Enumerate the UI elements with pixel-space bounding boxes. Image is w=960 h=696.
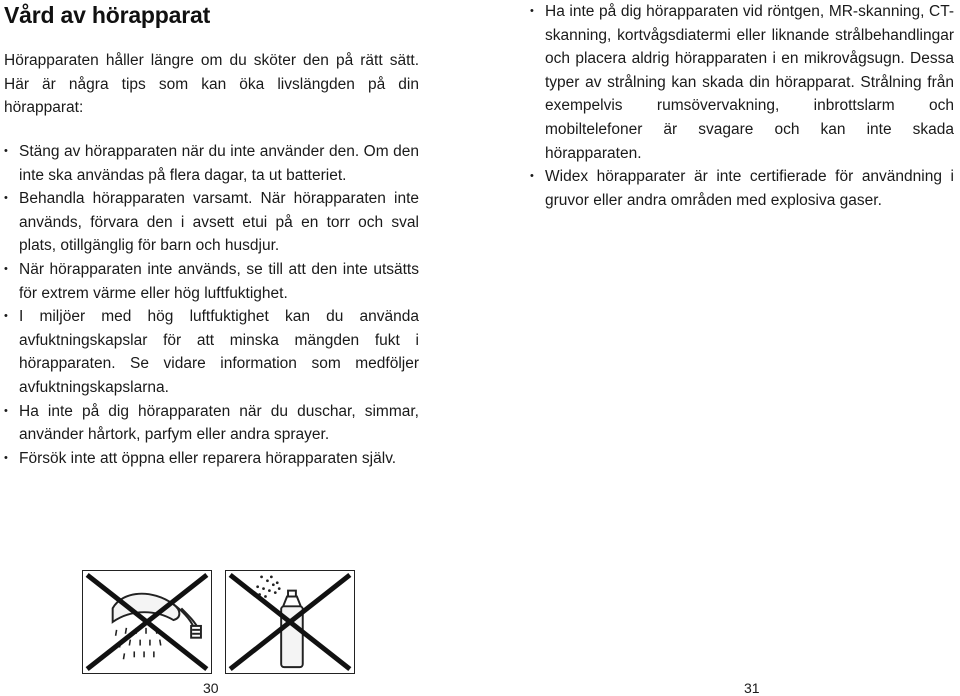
list-item — [530, 165, 954, 212]
crossed-out-shower-icon — [82, 570, 212, 674]
bullet-icon: • — [4, 310, 8, 323]
list-item — [4, 447, 419, 471]
page-number-right: 31 — [744, 680, 760, 696]
list-item — [4, 258, 419, 305]
list-item — [4, 305, 419, 399]
bullet-icon: • — [4, 192, 8, 205]
list-item-text: Ha inte på dig hörapparaten när du duschar, simmar, använder hårtork, parfym eller andra sprayer. — [19, 402, 419, 444]
page-number-left: 30 — [203, 680, 219, 696]
list-item-text: Behandla hörapparaten varsamt. När hörapparaten inte används, förvara den i avsett etui på en torr och sval plats, otillgänglig för barn och husdjur. — [19, 190, 419, 255]
list-item — [4, 400, 419, 447]
list-item-text: När hörapparaten inte används, se till att den inte utsätts för extrem värme eller hög luftfuktighet. — [19, 260, 419, 302]
list-item-text: Widex hörapparater är inte certifierade för användning i gruvor eller andra områden med explosiva gaser. — [545, 168, 954, 209]
intro-paragraph: Hörapparaten håller längre om du sköter den på rätt sätt. Här är några tips som kan öka livslängden på din hörapparat: — [4, 52, 419, 117]
bullet-icon: • — [4, 451, 8, 464]
bullet-icon: • — [4, 404, 8, 417]
list-item-text: I miljöer med hög luftfuktighet kan du använda avfuktningskapslar för att minska mängden fukt i hörapparaten. Se vidare information som medföljer avfuktningskapslarna. — [19, 308, 419, 396]
list-item-text: Stäng av hörapparaten när du inte använder den. Om den inte ska användas på flera dagar, ta ut batteriet. — [19, 143, 419, 184]
bullet-icon: • — [4, 262, 8, 275]
page-title: Vård av hörapparat — [4, 2, 211, 28]
shower-icon — [83, 571, 211, 673]
list-item-text: Försök inte att öppna eller reparera hörapparaten själv. — [19, 449, 397, 467]
crossed-out-spray-can-icon — [225, 570, 355, 674]
care-tips-list — [4, 140, 419, 470]
bullet-icon: • — [4, 145, 8, 157]
spray-can-icon — [226, 571, 354, 673]
list-item — [4, 140, 419, 187]
bullet-icon: • — [530, 5, 534, 17]
list-item — [530, 0, 954, 165]
radiation-warnings-list — [530, 0, 954, 212]
bullet-icon: • — [530, 170, 534, 183]
list-item — [4, 187, 419, 258]
list-item-text: Ha inte på dig hörapparaten vid röntgen, MR-skanning, CT-skanning, kortvågsdiatermi eller liknande strålbehandlingar och placera aldrig hörapparaten i en mikrovågsugn. Dessa typer av strålning kan skada din hörapparat. Strålning från exempelvis rumsövervakning, inbrottslarm och mobiltelefoner är svagare och kan inte skada hörapparaten. — [545, 3, 954, 162]
